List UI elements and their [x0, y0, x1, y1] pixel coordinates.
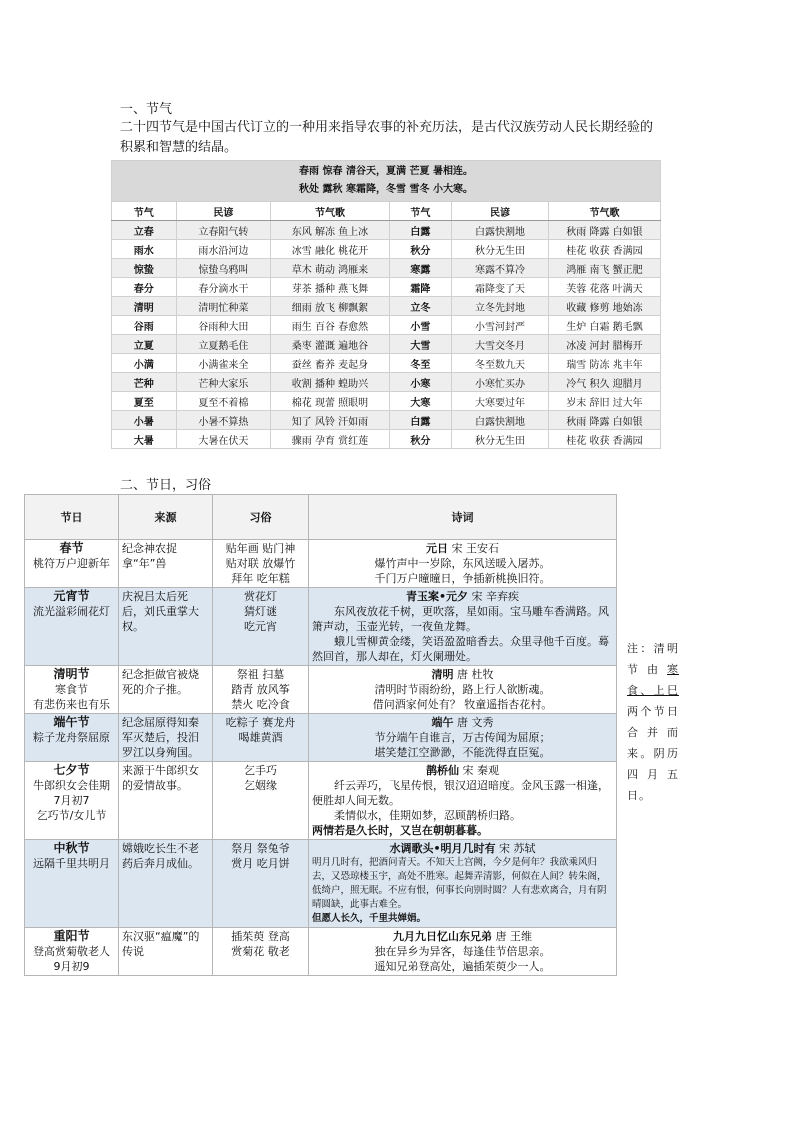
term-cell: 春分 — [112, 278, 177, 297]
festival-name-cell — [25, 840, 119, 928]
festival-subtitle: 流光溢彩闹花灯 — [33, 605, 110, 618]
table-cell: 瑞雪 防冻 兆丰年 — [548, 354, 660, 373]
festival-customs-cell — [213, 588, 309, 666]
festival-name-cell — [25, 666, 119, 714]
poem-body — [312, 944, 613, 974]
festival-poem-cell — [309, 928, 617, 976]
festival-custom: 拜年 吃年糕 — [231, 572, 290, 585]
table-cell: 清明忙种菜 — [176, 297, 271, 316]
festival-custom: 猜灯谜 — [244, 605, 277, 618]
table-row — [112, 392, 661, 411]
festival-poem-cell — [309, 588, 617, 666]
poem-body — [312, 682, 613, 712]
festival-custom: 祭月 祭兔爷 — [231, 842, 290, 855]
table-cell: 夏至不着棉 — [176, 392, 271, 411]
poem-heading — [312, 667, 613, 682]
section-heading-solar-terms: 一、节气 — [120, 102, 173, 117]
column-header: 节气 — [112, 202, 177, 221]
poem-author: 唐 王维 — [492, 930, 532, 943]
term-cell: 秋分 — [389, 240, 451, 259]
poem-title: 元日 — [426, 542, 448, 555]
festival-origin: 东汉驱“瘟魔”的传说 — [119, 928, 213, 976]
term-cell: 小暑 — [112, 411, 177, 430]
poem-heading — [312, 841, 613, 856]
festival-row — [25, 762, 617, 840]
poem-line: 堪笑楚江空渺渺，不能洗得直臣冤。 — [374, 746, 551, 759]
term-cell: 小雪 — [389, 316, 451, 335]
poem-body — [312, 604, 613, 664]
term-cell: 小满 — [112, 354, 177, 373]
poem-title: 九月九日忆山东兄弟 — [393, 930, 492, 943]
column-header: 习俗 — [213, 495, 309, 540]
festival-subtitle: 寒食节 — [55, 683, 88, 696]
term-cell: 寒露 — [389, 259, 451, 278]
poem-line: 独在异乡为异客，每逢佳节倍思亲。 — [374, 945, 551, 958]
table-cell: 骤雨 孕育 赏红莲 — [271, 430, 389, 449]
festival-name-cell — [25, 714, 119, 762]
festival-customs-cell — [213, 928, 309, 976]
festival-custom: 贴年画 贴门神 — [225, 542, 296, 555]
term-cell: 秋分 — [389, 430, 451, 449]
column-header: 来源 — [119, 495, 213, 540]
festival-customs-cell — [213, 666, 309, 714]
table-cell: 冬至数九天 — [452, 354, 549, 373]
festival-table — [24, 494, 617, 976]
table-cell: 秋雨 降露 白如银 — [548, 221, 660, 240]
festival-custom: 赏花灯 — [244, 590, 277, 603]
term-cell: 立春 — [112, 221, 177, 240]
festival-name-cell — [25, 540, 119, 588]
festival-row — [25, 840, 617, 928]
festival-name: 清明节 — [53, 667, 90, 681]
poem-line: 遥知兄弟登高处，遍插茱萸少一人。 — [374, 960, 551, 973]
festival-custom: 乞手巧 — [244, 764, 277, 777]
solar-terms-header-row — [112, 202, 661, 221]
festival-poem-cell — [309, 666, 617, 714]
table-cell: 立冬先封地 — [452, 297, 549, 316]
poem-title: 青玉案•元夕 — [405, 590, 469, 603]
table-cell: 岁末 辞旧 过大年 — [548, 392, 660, 411]
festival-origin: 纪念神农捉拿“年”兽 — [119, 540, 213, 588]
poem-title: 水调歌头•明月几时有 — [389, 842, 496, 855]
column-header: 民谚 — [452, 202, 549, 221]
solar-terms-song-line: 春雨 惊春 清谷天，夏满 芒夏 暑相连。 — [299, 166, 473, 177]
festival-name: 重阳节 — [53, 929, 90, 943]
table-row — [112, 354, 661, 373]
term-cell: 立冬 — [389, 297, 451, 316]
table-cell: 立春阳气转 — [176, 221, 271, 240]
poem-line: 蛾儿雪柳黄金缕，笑语盈盈暗香去。众里寻他千百度。蓦然回首，那人却在，灯火阑珊处。 — [312, 635, 609, 663]
column-header: 民谚 — [176, 202, 271, 221]
table-row — [112, 430, 661, 449]
festival-row — [25, 540, 617, 588]
table-cell: 小暑不算热 — [176, 411, 271, 430]
table-cell: 大雪交冬月 — [452, 335, 549, 354]
festival-row — [25, 588, 617, 666]
poem-heading — [312, 589, 613, 604]
table-cell: 春分滴水干 — [176, 278, 271, 297]
section-heading-festivals: 二、节日，习俗 — [120, 478, 212, 493]
poem-heading — [312, 541, 613, 556]
solar-terms-song — [112, 161, 661, 202]
table-cell: 谷雨种大田 — [176, 316, 271, 335]
solar-terms-song-line: 秋处 露秋 寒霜降，冬雪 雪冬 小大寒。 — [299, 184, 473, 195]
poem-line: 千门万户曈曈日，争插新桃换旧符。 — [374, 572, 551, 585]
festival-custom: 踏青 放风筝 — [231, 683, 290, 696]
column-header: 节气歌 — [548, 202, 660, 221]
festival-name: 中秋节 — [53, 841, 90, 855]
festival-origin: 来源于牛郎织女的爱情故事。 — [119, 762, 213, 840]
term-cell: 雨水 — [112, 240, 177, 259]
note-tail: 两个节日合并而来。阴历四月五日。 — [627, 705, 679, 802]
festival-customs-cell — [213, 762, 309, 840]
festival-custom: 禁火 吃冷食 — [231, 698, 290, 711]
term-cell: 冬至 — [389, 354, 451, 373]
table-cell: 白露快割地 — [452, 221, 549, 240]
festival-row — [25, 666, 617, 714]
festival-customs-cell — [213, 840, 309, 928]
festival-subtitle: 远隔千里共明月 — [33, 857, 110, 870]
festival-customs-cell — [213, 540, 309, 588]
term-cell: 夏至 — [112, 392, 177, 411]
table-row — [112, 316, 661, 335]
festival-subtitle: 登高赏菊敬老人 — [33, 945, 110, 958]
table-cell: 冰雪 融化 桃花开 — [271, 240, 389, 259]
table-cell: 桂花 收获 香满园 — [548, 430, 660, 449]
table-row — [112, 335, 661, 354]
festival-custom: 插茱萸 登高 — [231, 930, 290, 943]
table-row — [112, 278, 661, 297]
poem-author: 宋 秦观 — [459, 764, 499, 777]
table-cell: 寒露不算冷 — [452, 259, 549, 278]
table-cell: 细雨 放飞 柳飘絮 — [271, 297, 389, 316]
poem-body — [312, 778, 613, 838]
festival-custom: 吃粽子 赛龙舟 — [225, 716, 296, 729]
poem-line: 爆竹声中一岁除，东风送暖入屠苏。 — [374, 557, 551, 570]
festival-poem-cell — [309, 762, 617, 840]
table-cell: 鸿雁 南飞 蟹正肥 — [548, 259, 660, 278]
festival-subtitle: 粽子龙舟祭屈原 — [33, 731, 110, 744]
festival-row — [25, 714, 617, 762]
table-row — [112, 373, 661, 392]
table-cell: 芒种大家乐 — [176, 373, 271, 392]
festival-header-row — [25, 495, 617, 540]
table-cell: 草木 萌动 鸿雁来 — [271, 259, 389, 278]
poem-author: 宋 苏轼 — [495, 842, 536, 855]
note-underlined: 寒食、上巳 — [627, 663, 679, 697]
table-cell: 知了 风铃 汗如雨 — [271, 411, 389, 430]
festival-poem-cell — [309, 714, 617, 762]
festival-subtitle: 7月初7 — [53, 794, 90, 807]
poem-title: 端午 — [431, 716, 454, 729]
table-cell: 生炉 白霜 鹅毛飘 — [548, 316, 660, 335]
table-cell: 桑枣 灌溉 遍地谷 — [271, 335, 389, 354]
festival-name-cell — [25, 588, 119, 666]
solar-terms-intro: 二十四节气是中国古代订立的一种用来指导农事的补充历法，是古代汉族劳动人民长期经验的积累和智慧的结晶。 — [120, 120, 654, 155]
table-row — [112, 221, 661, 240]
festival-custom: 吃元宵 — [244, 620, 277, 633]
table-cell: 霜降变了天 — [452, 278, 549, 297]
poem-body — [312, 556, 613, 586]
table-cell: 白露快割地 — [452, 411, 549, 430]
festival-subtitle: 有悲伤来也有乐 — [33, 698, 110, 711]
festival-subtitle: 9月初9 — [53, 960, 90, 973]
table-cell: 雨生 百谷 春愈然 — [271, 316, 389, 335]
term-cell: 芒种 — [112, 373, 177, 392]
festival-subtitle: 桃符万户迎新年 — [33, 557, 110, 570]
table-row — [112, 297, 661, 316]
table-cell: 冷气 积久 迎腊月 — [548, 373, 660, 392]
table-cell: 秋雨 降露 白如银 — [548, 411, 660, 430]
table-cell: 小寒忙买办 — [452, 373, 549, 392]
festival-row — [25, 928, 617, 976]
term-cell: 惊蛰 — [112, 259, 177, 278]
table-cell: 雨水沿河边 — [176, 240, 271, 259]
festival-custom: 祭祖 扫墓 — [236, 668, 285, 681]
poem-line: 明月几时有，把酒问青天。不知天上宫阙，今夕是何年？我欲乘风归去，又恐琼楼玉宇，高处不胜寒。起舞弄清影，何似在人间？转朱阁，低绮户，照无眠。不应有恨，何事长向别时圆？人有悲欢离合，月有阴晴圆缺，此事古难全。 — [312, 857, 607, 910]
festival-customs-cell — [213, 714, 309, 762]
poem-author: 宋 辛弃疾 — [468, 590, 520, 603]
table-row — [112, 240, 661, 259]
column-header: 节气歌 — [271, 202, 389, 221]
festival-custom: 乞姻缘 — [244, 779, 277, 792]
table-cell: 收藏 修剪 地始冻 — [548, 297, 660, 316]
festival-name: 端午节 — [53, 715, 90, 729]
poem-heading — [312, 929, 613, 944]
term-cell: 白露 — [389, 411, 451, 430]
note-lead: 注：清明节由 — [627, 642, 679, 676]
festival-name: 元宵节 — [53, 589, 90, 603]
festival-origin: 纪念屈原得知秦军灭楚后，投汨罗江以身殉国。 — [119, 714, 213, 762]
table-cell: 小雪河封严 — [452, 316, 549, 335]
festival-custom: 赏菊花 敬老 — [231, 945, 290, 958]
table-cell: 东风 解冻 鱼上冰 — [271, 221, 389, 240]
poem-heading — [312, 715, 613, 730]
term-cell: 大雪 — [389, 335, 451, 354]
poem-author: 唐 杜牧 — [453, 668, 494, 681]
table-cell: 大暑在伏天 — [176, 430, 271, 449]
table-cell: 小满雀来全 — [176, 354, 271, 373]
festival-subtitle: 牛郎织女会佳期 — [33, 779, 110, 792]
festival-custom: 赏月 吃月饼 — [231, 857, 290, 870]
festival-origin: 嫦娥吃长生不老药后奔月成仙。 — [119, 840, 213, 928]
term-cell: 白露 — [389, 221, 451, 240]
poem-line: 纤云弄巧，飞星传恨，银汉迢迢暗度。金风玉露一相逢，便胜却人间无数。 — [312, 779, 609, 807]
column-header: 诗词 — [309, 495, 617, 540]
table-cell: 芙蓉 花落 叶满天 — [548, 278, 660, 297]
table-cell: 惊蛰乌鸦叫 — [176, 259, 271, 278]
poem-line: 柔情似水，佳期如梦，忍顾鹊桥归路。 — [334, 809, 521, 822]
column-header: 节气 — [389, 202, 451, 221]
poem-heading — [312, 763, 613, 778]
poem-line: 东风夜放花千树，更吹落，星如雨。宝马雕车香满路。风箫声动，玉壶光转，一夜鱼龙舞。 — [312, 605, 609, 633]
poem-body — [312, 730, 613, 760]
poem-highlight: 但愿人长久，千里共婵娟。 — [312, 913, 427, 924]
term-cell: 大寒 — [389, 392, 451, 411]
poem-title: 鹊桥仙 — [426, 764, 459, 777]
poem-line: 清明时节雨纷纷，路上行人欲断魂。 — [374, 683, 551, 696]
festival-custom: 贴对联 放爆竹 — [225, 557, 296, 570]
table-cell: 大寒要过年 — [452, 392, 549, 411]
poem-body — [312, 856, 613, 926]
festival-poem-cell — [309, 540, 617, 588]
table-cell: 蚕丝 畜养 麦起身 — [271, 354, 389, 373]
solar-terms-table — [111, 160, 661, 449]
festival-custom: 喝雄黄酒 — [238, 731, 283, 744]
festival-name-cell — [25, 928, 119, 976]
table-cell: 收割 播种 蝗助兴 — [271, 373, 389, 392]
term-cell: 大暑 — [112, 430, 177, 449]
table-cell: 桂花 收获 香满园 — [548, 240, 660, 259]
table-row — [112, 259, 661, 278]
table-cell: 芽茶 播种 燕飞舞 — [271, 278, 389, 297]
column-header: 节日 — [25, 495, 119, 540]
term-cell: 立夏 — [112, 335, 177, 354]
poem-line: 借问酒家何处有？ 牧童遥指杏花村。 — [372, 698, 553, 711]
festival-name-cell — [25, 762, 119, 840]
side-note — [627, 638, 679, 806]
festival-origin: 庆祝吕太后死后，刘氏重掌大权。 — [119, 588, 213, 666]
term-cell: 小寒 — [389, 373, 451, 392]
festival-name: 春节 — [59, 541, 84, 555]
table-cell: 立夏鹅毛住 — [176, 335, 271, 354]
term-cell: 谷雨 — [112, 316, 177, 335]
festival-name: 七夕节 — [53, 763, 90, 777]
table-cell: 秋分无生田 — [452, 430, 549, 449]
poem-highlight: 两情若是久长时，又岂在朝朝暮暮。 — [312, 824, 488, 837]
table-cell: 冰凌 河封 腊梅开 — [548, 335, 660, 354]
table-cell: 秋分无生田 — [452, 240, 549, 259]
table-row — [112, 411, 661, 430]
festival-origin: 纪念拒做官被烧死的介子推。 — [119, 666, 213, 714]
table-cell: 棉花 现蕾 照眼明 — [271, 392, 389, 411]
term-cell: 清明 — [112, 297, 177, 316]
poem-line: 节分端午自谁言，万古传闻为屈原； — [374, 731, 551, 744]
poem-author: 唐 文秀 — [453, 716, 494, 729]
term-cell: 霜降 — [389, 278, 451, 297]
festival-poem-cell — [309, 840, 617, 928]
poem-title: 清明 — [431, 668, 454, 681]
poem-author: 宋 王安石 — [448, 542, 499, 555]
festival-subtitle: 乞巧节/女儿节 — [36, 809, 107, 822]
